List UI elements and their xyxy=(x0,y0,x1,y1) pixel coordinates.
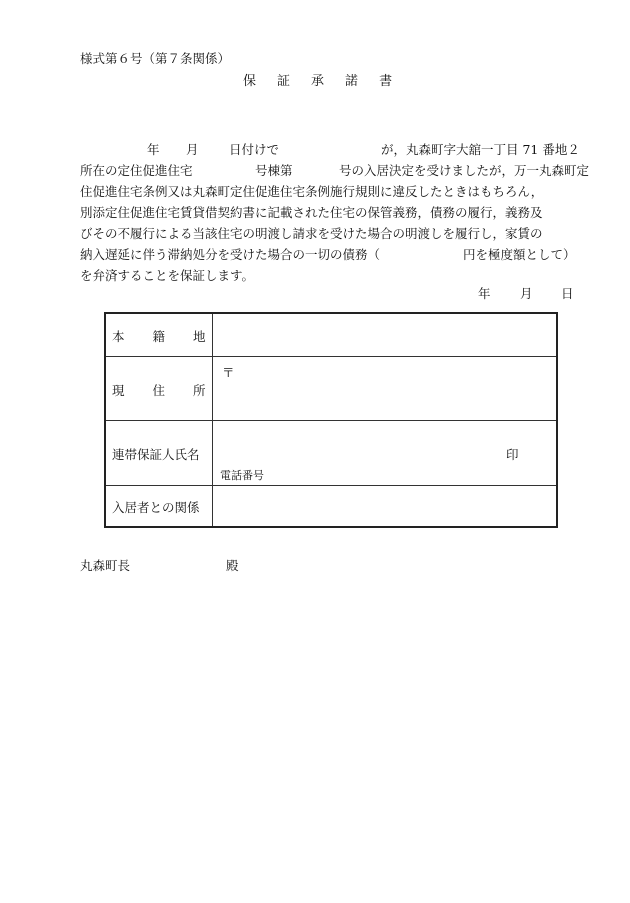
addressee-honorific: 殿 xyxy=(226,558,239,573)
current-address-field[interactable] xyxy=(214,357,558,420)
body-line6-a: 納入遅延に伴う滞納処分を受けた場合の一切の債務（ xyxy=(80,247,381,262)
body-line7: を弁済することを保証します。 xyxy=(80,268,255,283)
guarantor-name-field[interactable] xyxy=(214,421,558,485)
date-year: 年 xyxy=(478,286,491,301)
body-line2-c: 号の入居決定を受けましたが，万一丸森町定 xyxy=(339,163,590,178)
body-line3: 住促進住宅条例又は丸森町定住促進住宅条例施行規則に違反したときはもちろん， xyxy=(80,184,544,199)
guarantor-table xyxy=(104,312,558,528)
relationship-field[interactable] xyxy=(214,486,558,526)
body-line4: 別添定住促進住宅賃貸借契約書に記載された住宅の保管義務，債務の履行，義務及 xyxy=(80,205,543,220)
document-title xyxy=(243,70,392,89)
label-guarantor-name: 連帯保証人氏名 xyxy=(112,447,200,462)
title-char: 証 xyxy=(277,74,291,89)
title-char: 諾 xyxy=(345,74,359,89)
body-date-suffix: 日付けで xyxy=(229,142,280,157)
label-registered-domicile: 本 籍 地 xyxy=(112,329,206,344)
form-number: 様式第６号（第７条関係） xyxy=(80,51,231,66)
label-relationship: 入居者との関係 xyxy=(112,500,200,515)
title-char: 保 xyxy=(243,74,257,89)
addressee xyxy=(80,556,239,574)
body-line1-tail: が，丸森町字大舘一丁目 71 番地２ xyxy=(381,142,580,157)
label-current-address: 現 住 所 xyxy=(112,383,206,398)
body-line6-b: 円を極度額として） xyxy=(463,247,576,262)
body-year: 年 xyxy=(147,142,160,157)
body-line5: びその不履行による当該住宅の明渡し請求を受けた場合の明渡しを履行し，家賃の xyxy=(80,226,543,241)
date-month: 月 xyxy=(520,286,533,301)
body-line2-a: 所在の定住促進住宅 xyxy=(80,163,193,178)
body-month: 月 xyxy=(186,142,199,157)
title-char: 書 xyxy=(379,74,393,89)
registered-domicile-field[interactable] xyxy=(214,314,558,356)
title-char: 承 xyxy=(311,74,325,89)
postal-mark: 〒 xyxy=(222,365,235,380)
phone-number-label: 電話番号 xyxy=(220,469,264,482)
body-line2-b: 号棟第 xyxy=(255,163,293,178)
date-day: 日 xyxy=(561,286,574,301)
seal-mark: 印 xyxy=(506,447,519,462)
addressee-name: 丸森町長 xyxy=(80,558,131,573)
